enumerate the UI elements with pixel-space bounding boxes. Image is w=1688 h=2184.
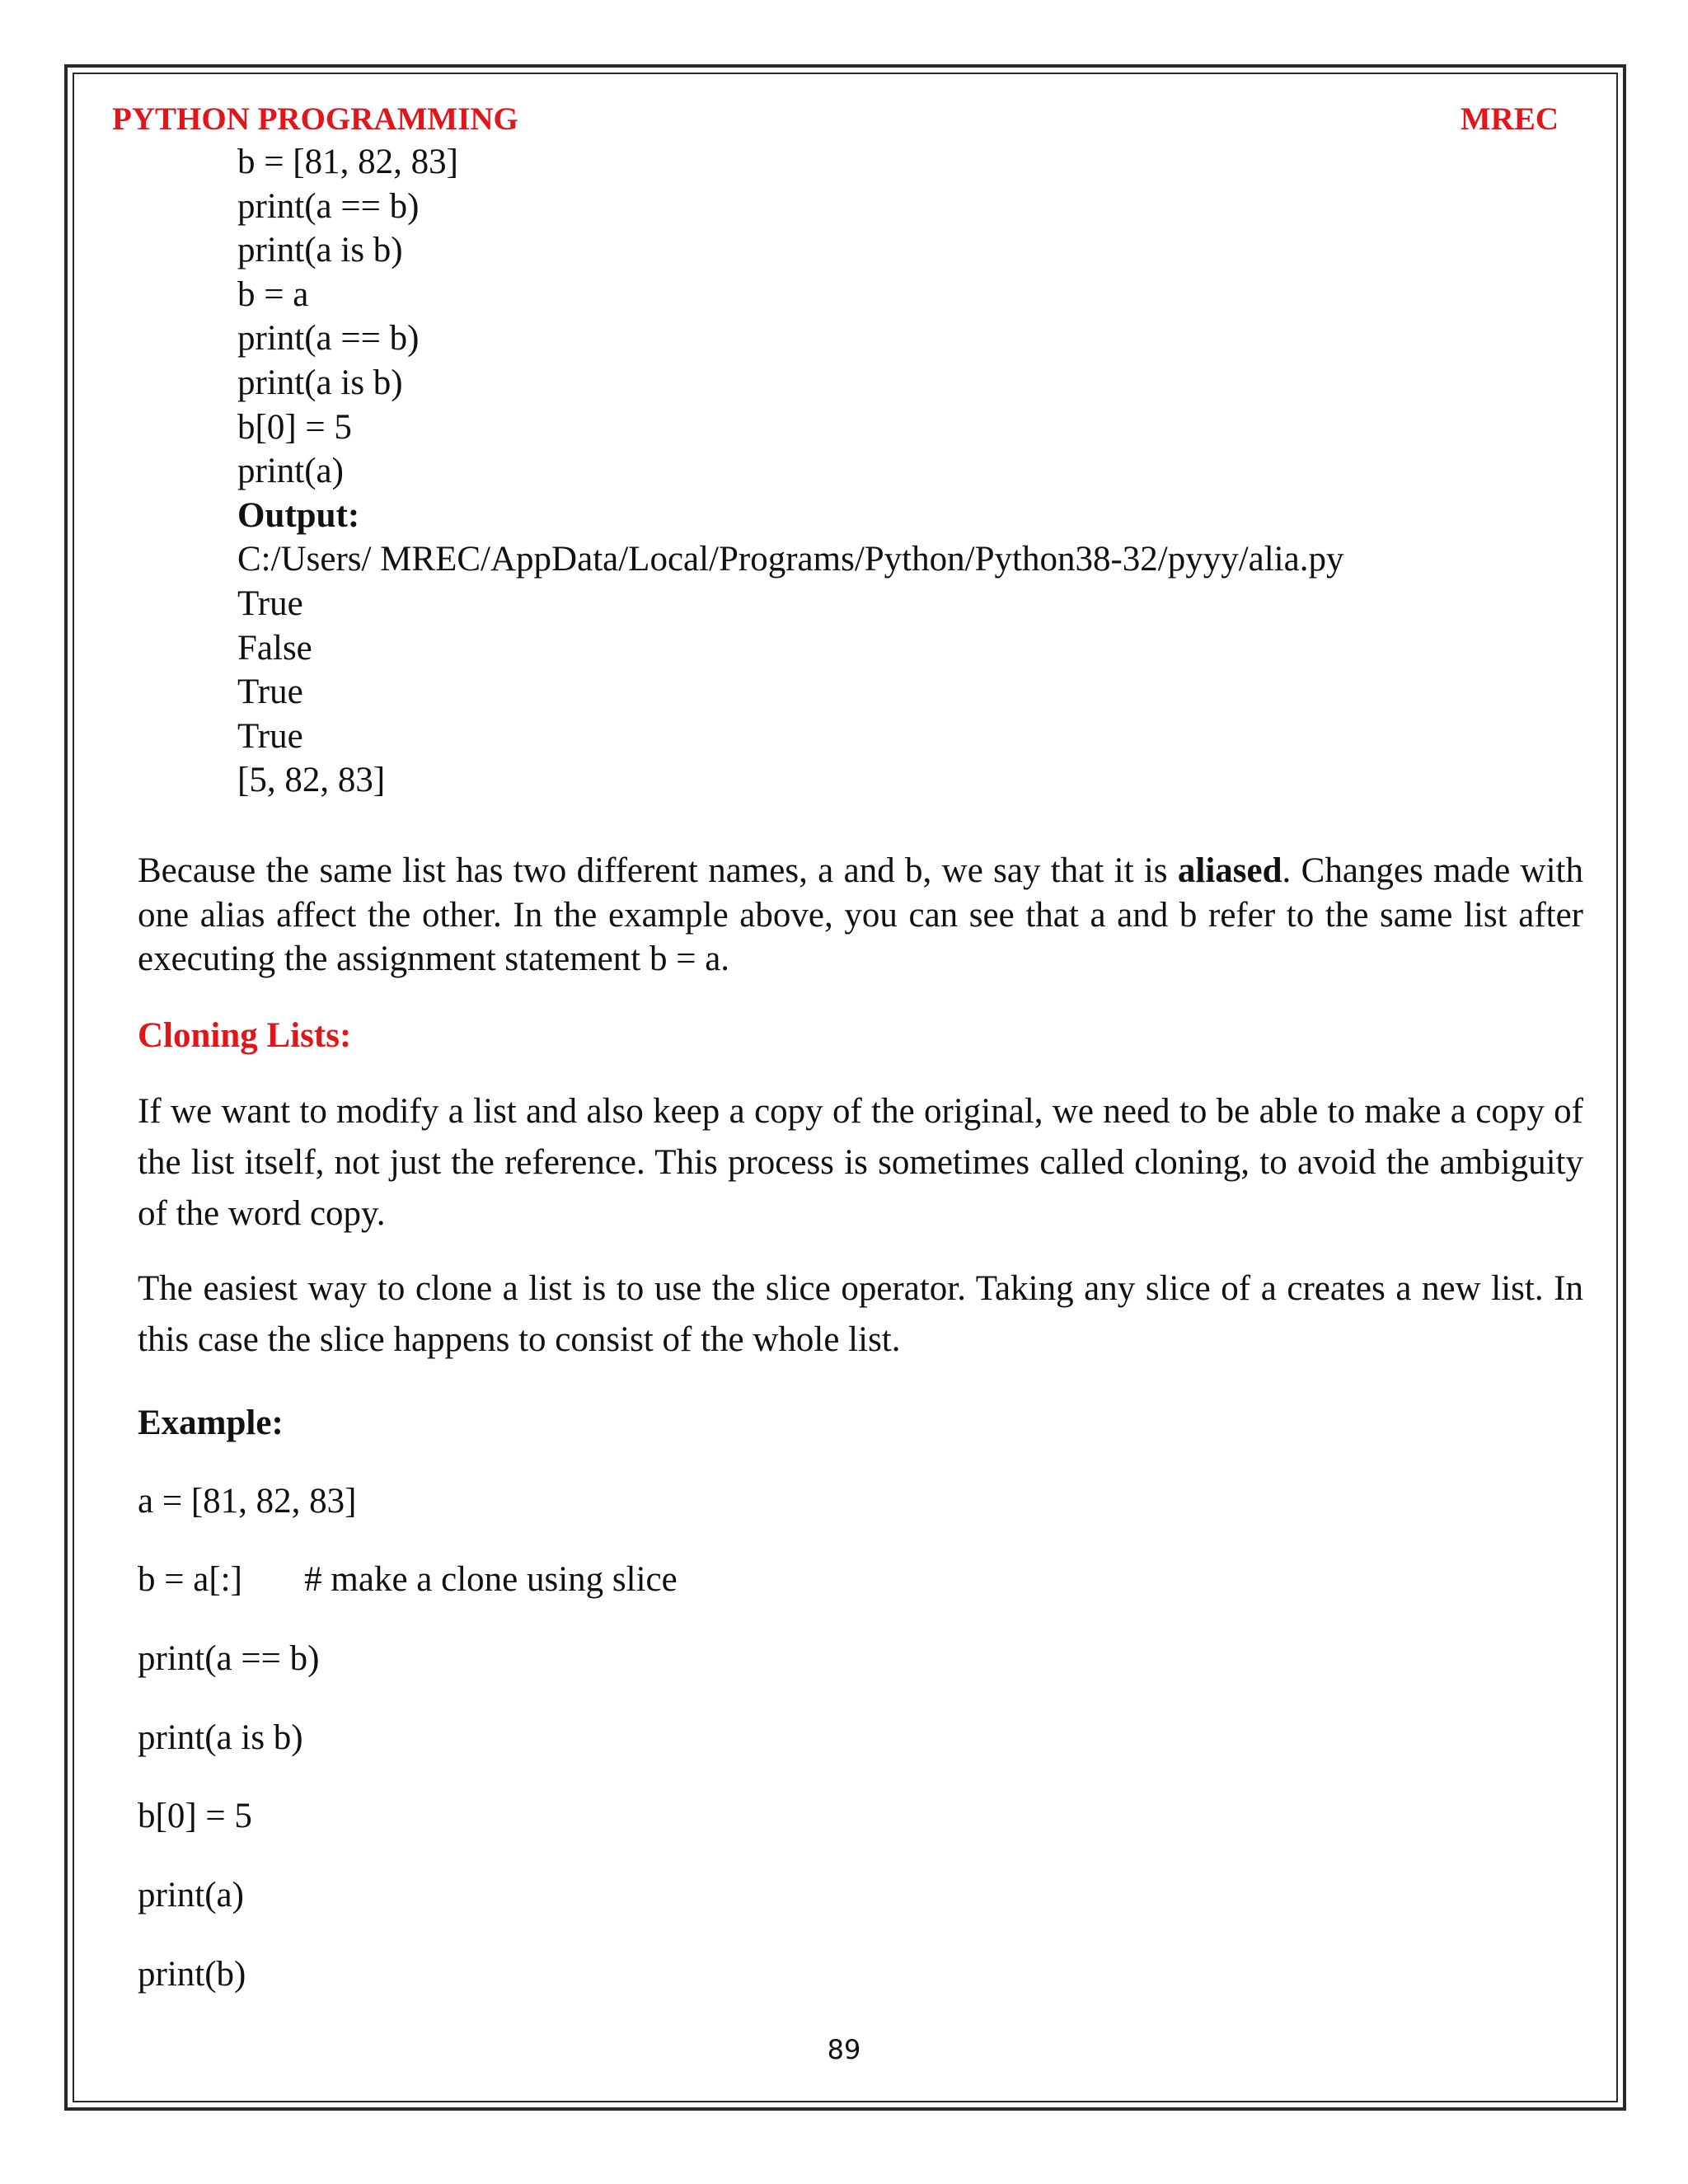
output-line: [5, 82, 83] <box>237 761 386 800</box>
cloning-paragraph-1: If we want to modify a list and also keep a copy of the original, we need to be able to make a copy of the list itself, not just the reference. This process is sometimes called cloning, to avoid the ambiguity of the word copy. <box>138 1092 1583 1233</box>
aliased-term: aliased <box>1177 851 1282 890</box>
example-code-line: a = [81, 82, 83] <box>138 1482 357 1521</box>
header-institution: MREC <box>1460 101 1559 137</box>
output-line: False <box>237 628 312 668</box>
example-code-line: print(a) <box>138 1876 244 1915</box>
code-line: b[0] = 5 <box>237 407 352 447</box>
page-number: 89 <box>827 2034 861 2065</box>
cloning-paragraph-2: The easiest way to clone a list is to use the slice operator. Taking any slice of a creates a new list. In this case the slice happens to consist of the whole list. <box>138 1269 1583 1359</box>
output-line: True <box>237 716 303 756</box>
example-code-line: print(b) <box>138 1955 246 1994</box>
code-line: print(a == b) <box>237 319 420 359</box>
code-line: print(a == b) <box>237 186 420 226</box>
code-line: print(a) <box>237 452 344 491</box>
example-code-line: b = a[:] # make a clone using slice <box>138 1560 678 1599</box>
aliasing-text-before: Because the same list has two different names, a and b, we say that it is <box>138 851 1178 890</box>
output-line: C:/Users/ MREC/AppData/Local/Programs/Python/Python38-32/pyyy/alia.py <box>237 540 1344 579</box>
aliasing-text-after: . Changes made with one alias affect the other. In the example above, you can see that a and b refer to the same list after executing the assignment statement b = a. <box>138 851 1583 978</box>
example-heading: Example: <box>138 1404 284 1442</box>
output-label: Output: <box>237 495 360 535</box>
code-block-aliasing <box>237 140 1343 803</box>
section-heading-cloning: Cloning Lists: <box>138 1016 352 1055</box>
example-code-line: print(a == b) <box>138 1639 320 1678</box>
code-line: print(a is b) <box>237 363 403 402</box>
example-code-line: b[0] = 5 <box>138 1797 252 1835</box>
code-line: b = [81, 82, 83] <box>237 143 458 181</box>
aliasing-paragraph <box>138 849 1583 982</box>
output-line: True <box>237 673 303 712</box>
code-line: print(a is b) <box>237 231 403 270</box>
example-code-line: print(a is b) <box>138 1718 303 1757</box>
output-line: True <box>237 583 303 623</box>
code-line: b = a <box>237 274 309 314</box>
header-title: PYTHON PROGRAMMING <box>112 101 518 137</box>
